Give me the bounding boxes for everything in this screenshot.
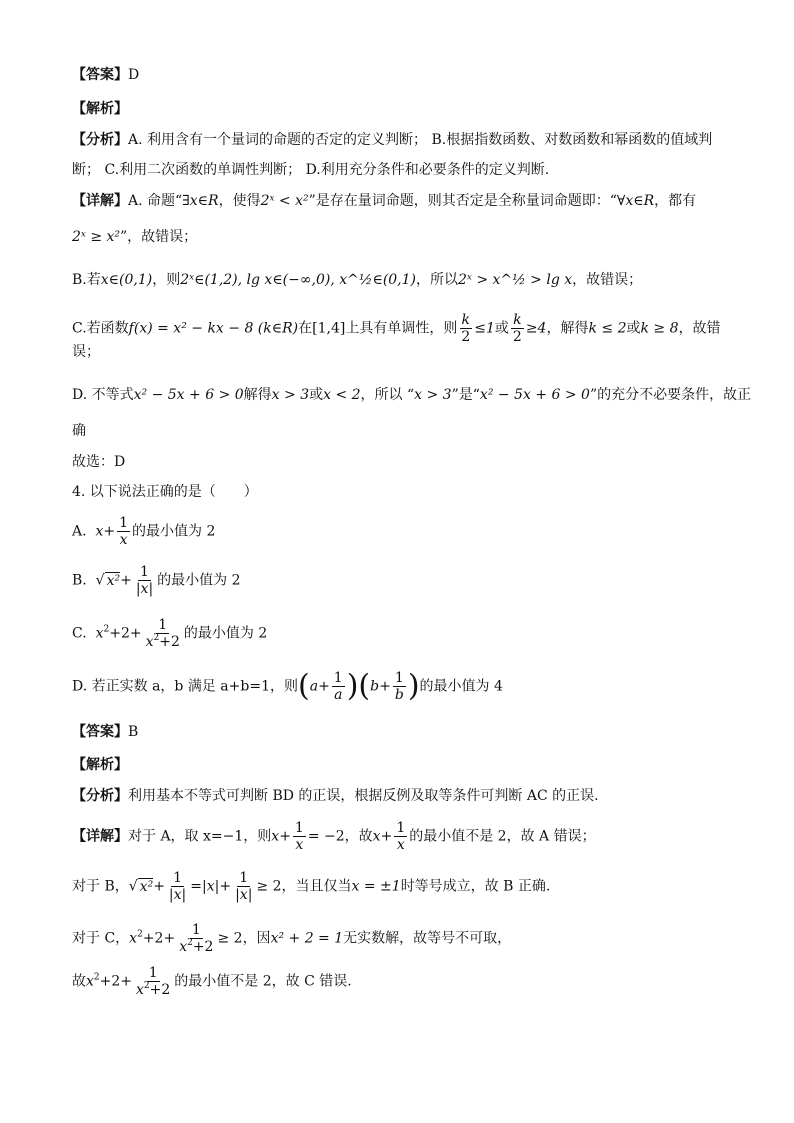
fenxi-tag: 【分析】	[72, 788, 128, 804]
option-label: C.	[72, 625, 87, 642]
analysis-tag: 【解析】	[72, 757, 128, 773]
q4-stem	[72, 482, 258, 502]
text: 或	[626, 320, 641, 337]
q4-detail-a: 【详解】对于 A，取 x=−1，则x+ $\frac{1}{x}$ = −2，故x+ $\frac{1}{x}$ 的最小值不是 2，故 A 错误；	[72, 820, 596, 853]
text: D. 不等式	[72, 387, 134, 403]
text: C.若函数	[72, 320, 129, 337]
text: ，都有	[654, 193, 697, 209]
text: ，所以 “	[360, 387, 415, 403]
q3-detail-c-line1: C.若函数f(x) = x² − kx − 8 (k∈R)在[1,4]上具有单调性，则 $\frac{k}{2}$ ≤1或 $\frac{k}{2}$ ≥4，解得k ≤ 2或k ≥ 8，故错	[72, 312, 721, 345]
fraction: $\frac{1}{|x|}$	[135, 564, 154, 597]
answer-value: B	[128, 724, 139, 740]
text: A. 命题“	[128, 193, 183, 209]
option-label: D.	[72, 678, 88, 695]
text: 的最小值为 2	[157, 572, 241, 589]
text: 的最小值为 2	[132, 523, 216, 540]
math-expr: x² + 2 = 1	[270, 930, 344, 947]
text: 对于 B，	[72, 878, 129, 895]
text: 的最小值不是 2，故 A 错误；	[409, 828, 596, 845]
text: B.若	[72, 272, 101, 288]
math-expr: 2ˣ∈(1,2), lg x∈(−∞,0), x^½∈(0,1)	[180, 272, 417, 288]
fraction: $\frac{1}{x}$	[119, 515, 129, 548]
text: ，故错	[678, 320, 721, 337]
math-expr: k ≤ 2	[588, 320, 627, 337]
math-expr: 2ˣ < x²	[260, 193, 309, 209]
math-expr: [1,4]	[312, 320, 346, 337]
q3-detail-c-line2	[72, 342, 100, 362]
q4-option-d: D. 若正实数 a，b 满足 a+b=1，则(a+ $\frac{1}{a}$ )(b+ $\frac{1}{b}$ )的最小值为 4	[72, 668, 503, 704]
text: 故	[72, 973, 86, 990]
q4-detail-c: 对于 C，$x^2+2+$ $\frac{1}{x^2+2}$ ≥ 2，因x² + 2 = 1无实数解，故等号不可取，	[72, 922, 512, 955]
answer-value: D	[128, 67, 140, 83]
text: 或	[494, 320, 509, 337]
math-expr: = −2	[307, 828, 345, 845]
fraction: $\frac{1}{|x|}$	[235, 870, 253, 903]
text: ，则	[152, 272, 181, 288]
text: 或	[309, 387, 324, 403]
q3-detail-a-line1	[72, 191, 696, 211]
text: 在	[298, 320, 313, 337]
q3-fenxi-line1	[72, 130, 712, 150]
q3-analysis-tag	[72, 99, 128, 119]
xiangjie-tag: 【详解】	[72, 828, 128, 845]
fraction: $\frac{1}{x^2+2}$	[145, 617, 180, 650]
math-expr: 2ˣ > x^½ > lg x	[458, 272, 573, 288]
q4-option-a: A. x+ $\frac{1}{x}$ 的最小值为 2	[72, 515, 216, 548]
text: 的最小值为 2	[183, 625, 268, 642]
text: 对于 C，	[72, 930, 130, 947]
fraction: $\frac{1}{b}$	[394, 670, 404, 703]
fenxi-text: A. 利用含有一个量词的命题的否定的定义判断； B.根据指数函数、对数函数和幂函数的值域判	[128, 132, 713, 148]
fraction: $\frac{1}{a}$	[333, 670, 343, 703]
q3-detail-d-line2	[72, 421, 86, 441]
math-expr: x < 2	[323, 387, 361, 403]
text: 解得	[243, 387, 272, 403]
q4-detail-c-conclusion: 故$x^2+2+$ $\frac{1}{x^2+2}$ 的最小值不是 2，故 C 错误.	[72, 965, 352, 998]
q4-detail-b: 对于 B，√ x²+ $\frac{1}{|x|}$ =|x|+ $\frac{1}{|x|}$ ≥ 2，当且仅当x = ±1时等号成立，故 B 正确.	[72, 870, 551, 903]
text: ，使得	[218, 193, 261, 209]
text: 对于 A，取 x=−1，则	[128, 828, 272, 845]
math-expr: ∃x∈R	[182, 193, 219, 209]
text: 的最小值不是 2，故 C 错误.	[174, 973, 352, 990]
text: ，当且仅当	[281, 878, 352, 895]
fraction: $\frac{1}{x^2+2}$	[136, 965, 171, 998]
text: 若正实数 a，b 满足 a+b=1，则	[91, 678, 298, 695]
text: 误；	[72, 344, 100, 360]
q3-conclusion	[72, 452, 125, 472]
math-expr: ≥ 2	[256, 878, 282, 895]
text: ，所以	[416, 272, 459, 288]
fenxi-text: 断； C.利用二次函数的单调性判断； D.利用充分条件和必要条件的定义判断.	[72, 162, 550, 178]
analysis-tag: 【解析】	[72, 101, 128, 117]
conclusion-text: 故选：D	[72, 454, 126, 470]
fraction: $\frac{1}{x}$	[396, 820, 406, 853]
option-label: B.	[72, 572, 87, 589]
text: ”是“	[451, 387, 480, 403]
q3-detail-a-line2	[72, 227, 197, 247]
q3-answer-line	[72, 65, 139, 85]
q3-detail-b-line	[72, 270, 642, 290]
math-expr: x > 3	[271, 387, 310, 403]
q3-fenxi-line2	[72, 160, 549, 180]
text: ，故错误；	[572, 272, 643, 288]
fenxi-tag: 【分析】	[72, 132, 128, 148]
math-expr: x∈(0,1)	[100, 272, 153, 288]
fraction: $\frac{1}{x^2+2}$	[179, 922, 214, 955]
math-expr: f(x) = x² − kx − 8 (k∈R)	[128, 320, 299, 337]
text: 确	[72, 423, 86, 439]
q4-option-b: B. √ x²+ $\frac{1}{|x|}$ 的最小值为 2	[72, 564, 241, 597]
q3-detail-d-line1	[72, 385, 751, 405]
text: ”是存在量词命题，则其否定是全称量词命题即：“	[308, 193, 617, 209]
math-expr: 2ˣ ≥ x²	[72, 229, 121, 245]
math-expr: x² − 5x + 6 > 0	[133, 387, 244, 403]
text: ，解得	[546, 320, 589, 337]
math-expr: x = ±1	[351, 878, 401, 895]
text: ，故	[344, 828, 373, 845]
answer-tag: 【答案】	[72, 724, 128, 740]
question-stem: 4. 以下说法正确的是（ ）	[72, 484, 258, 500]
fenxi-text: 利用基本不等式可判断 BD 的正误，根据反例及取等条件可判断 AC 的正误.	[128, 788, 599, 804]
text: 的最小值为 4	[419, 678, 503, 695]
q4-answer-line	[72, 722, 138, 742]
math-expr: x > 3	[414, 387, 452, 403]
fraction: $\frac{1}{x}$	[294, 820, 304, 853]
text: ”，故错误；	[120, 229, 198, 245]
math-expr: ≥ 2	[217, 930, 243, 947]
text: ，因	[242, 930, 271, 947]
text: ”的充分不必要条件，故正	[589, 387, 752, 403]
q4-fenxi	[72, 786, 599, 806]
option-label: A.	[72, 523, 87, 540]
q4-analysis-tag	[72, 755, 128, 775]
xiangjie-tag: 【详解】	[72, 193, 128, 209]
text: 上具有单调性，则	[345, 320, 458, 337]
answer-tag: 【答案】	[72, 67, 128, 83]
q4-option-c: C. $x^2+2+$ $\frac{1}{x^2+2}$ 的最小值为 2	[72, 617, 268, 650]
fraction: $\frac{k}{2}$	[461, 312, 471, 345]
text: 无实数解，故等号不可取，	[343, 930, 512, 947]
math-expr: k ≥ 8	[640, 320, 679, 337]
math-expr: x² − 5x + 6 > 0	[479, 387, 590, 403]
fraction: $\frac{1}{|x|}$	[168, 870, 187, 903]
math-expr: ∀x∈R	[616, 193, 655, 209]
text: 时等号成立，故 B 正确.	[400, 878, 551, 895]
fraction: $\frac{k}{2}$	[512, 312, 522, 345]
